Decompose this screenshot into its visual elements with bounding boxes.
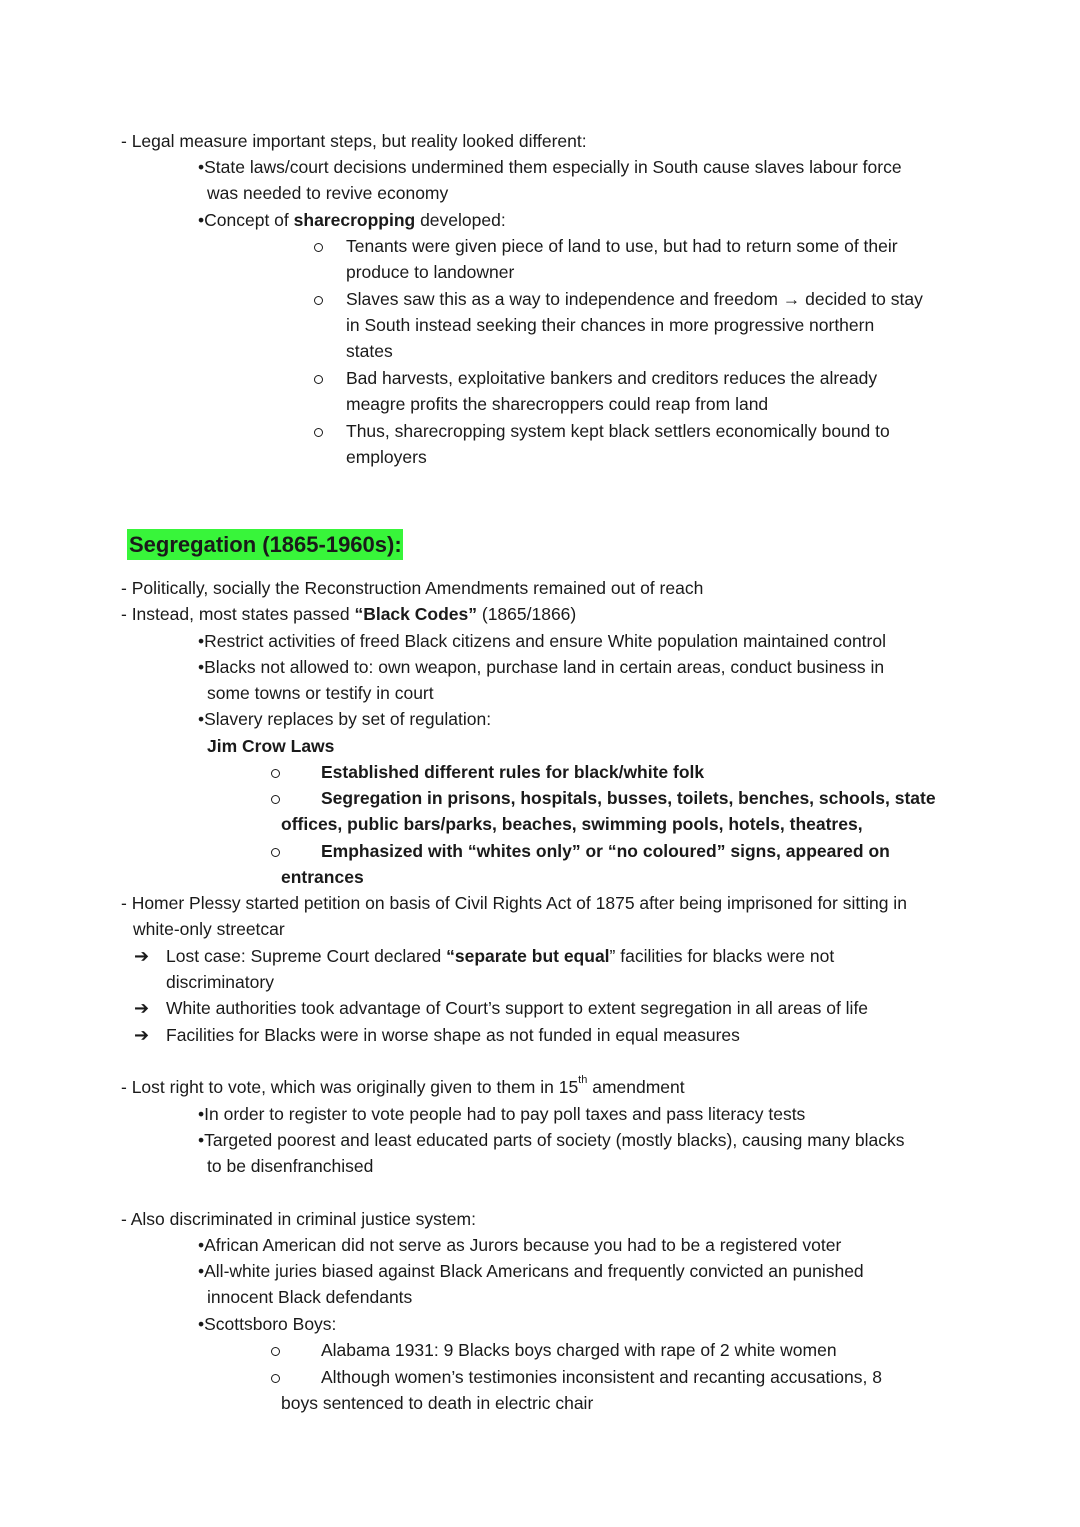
bullet-line: •African American did not serve as Jurors because you had to be a registered voter bbox=[198, 1235, 842, 1255]
intro-line: - Legal measure important steps, but reality looked different: bbox=[121, 131, 587, 151]
sub-item-line: Slaves saw this as a way to independence and freedom → decided to stay bbox=[346, 289, 923, 309]
segregation-line: - Politically, socially the Reconstruction Amendments remained out of reach bbox=[121, 578, 704, 598]
circle-bullet-icon bbox=[314, 243, 323, 252]
sub-item-line: Tenants were given piece of land to use, but had to return some of their bbox=[346, 236, 898, 256]
section-heading: Segregation (1865-1960s): bbox=[129, 532, 402, 557]
bullet-line: some towns or testify in court bbox=[207, 683, 434, 703]
circle-bullet-icon bbox=[271, 1374, 280, 1383]
arrow-item: White authorities took advantage of Court’s support to extent segregation in all areas of life bbox=[166, 998, 869, 1018]
jim-crow-title: Jim Crow Laws bbox=[207, 736, 335, 756]
circle-bullet-icon bbox=[271, 769, 280, 778]
arrow-item: Facilities for Blacks were in worse shape as not funded in equal measures bbox=[166, 1025, 740, 1045]
arrow-item: discriminatory bbox=[166, 972, 274, 992]
bullet-line: •State laws/court decisions undermined them especially in South cause slaves labour force bbox=[198, 157, 902, 177]
bullet-line: •Targeted poorest and least educated parts of society (mostly blacks), causing many blacks bbox=[198, 1130, 905, 1150]
bullet-line: to be disenfranchised bbox=[207, 1156, 374, 1176]
arrow-item: Lost case: Supreme Court declared “separate but equal” facilities for blacks were not bbox=[166, 946, 835, 966]
circle-bullet-icon bbox=[314, 375, 323, 384]
scottsboro-item: Although women’s testimonies inconsistent and recanting accusations, 8 bbox=[321, 1367, 882, 1387]
bullet-line: •Slavery replaces by set of regulation: bbox=[198, 709, 492, 729]
bullet-line: innocent Black defendants bbox=[207, 1287, 413, 1307]
bullet-line: •Scottsboro Boys: bbox=[198, 1314, 337, 1334]
plessy-line: white-only streetcar bbox=[133, 919, 285, 939]
circle-bullet-icon bbox=[271, 795, 280, 804]
justice-line: - Also discriminated in criminal justice system: bbox=[121, 1209, 476, 1229]
scottsboro-item: Alabama 1931: 9 Blacks boys charged with rape of 2 white women bbox=[321, 1340, 837, 1360]
jim-crow-item: Emphasized with “whites only” or “no coloured” signs, appeared on bbox=[321, 841, 890, 861]
sub-item-line: Bad harvests, exploitative bankers and creditors reduces the already bbox=[346, 368, 878, 388]
bullet-line: •All-white juries biased against Black Americans and frequently convicted an punished bbox=[198, 1261, 864, 1281]
circle-bullet-icon bbox=[314, 428, 323, 437]
bullet-line: •Restrict activities of freed Black citizens and ensure White population maintained control bbox=[198, 631, 886, 651]
bullet-line: •Blacks not allowed to: own weapon, purchase land in certain areas, conduct business in bbox=[198, 657, 885, 677]
arrow-right-icon: ➔ bbox=[134, 998, 150, 1018]
sub-item-line: in South instead seeking their chances in more progressive northern bbox=[346, 315, 875, 335]
plessy-line: - Homer Plessy started petition on basis of Civil Rights Act of 1875 after being imprisoned for sitting in bbox=[121, 893, 907, 913]
sub-item-line: states bbox=[346, 341, 393, 361]
jim-crow-item: offices, public bars/parks, beaches, swimming pools, hotels, theatres, bbox=[281, 814, 863, 834]
jim-crow-item: entrances bbox=[281, 867, 364, 887]
vote-line: - Lost right to vote, which was originally given to them in 15th amendment bbox=[121, 1074, 685, 1097]
circle-bullet-icon bbox=[314, 296, 323, 305]
scottsboro-item: boys sentenced to death in electric chair bbox=[281, 1393, 594, 1413]
jim-crow-item: Segregation in prisons, hospitals, busses, toilets, benches, schools, state bbox=[321, 788, 936, 808]
black-codes-line: - Instead, most states passed “Black Codes” (1865/1866) bbox=[121, 604, 577, 624]
arrow-right-icon: ➔ bbox=[134, 1025, 150, 1045]
jim-crow-item: Established different rules for black/white folk bbox=[321, 762, 705, 782]
circle-bullet-icon bbox=[271, 1347, 280, 1356]
sub-item-line: Thus, sharecropping system kept black settlers economically bound to bbox=[346, 421, 890, 441]
sub-item-line: meagre profits the sharecroppers could reap from land bbox=[346, 394, 769, 414]
sub-item-line: produce to landowner bbox=[346, 262, 515, 282]
sharecropping-bullet: •Concept of sharecropping developed: bbox=[198, 210, 506, 230]
bullet-line: •In order to register to vote people had to pay poll taxes and pass literacy tests bbox=[198, 1104, 806, 1124]
arrow-right-icon: ➔ bbox=[134, 946, 150, 966]
bullet-line: was needed to revive economy bbox=[207, 183, 449, 203]
circle-bullet-icon bbox=[271, 848, 280, 857]
sub-item-line: employers bbox=[346, 447, 427, 467]
